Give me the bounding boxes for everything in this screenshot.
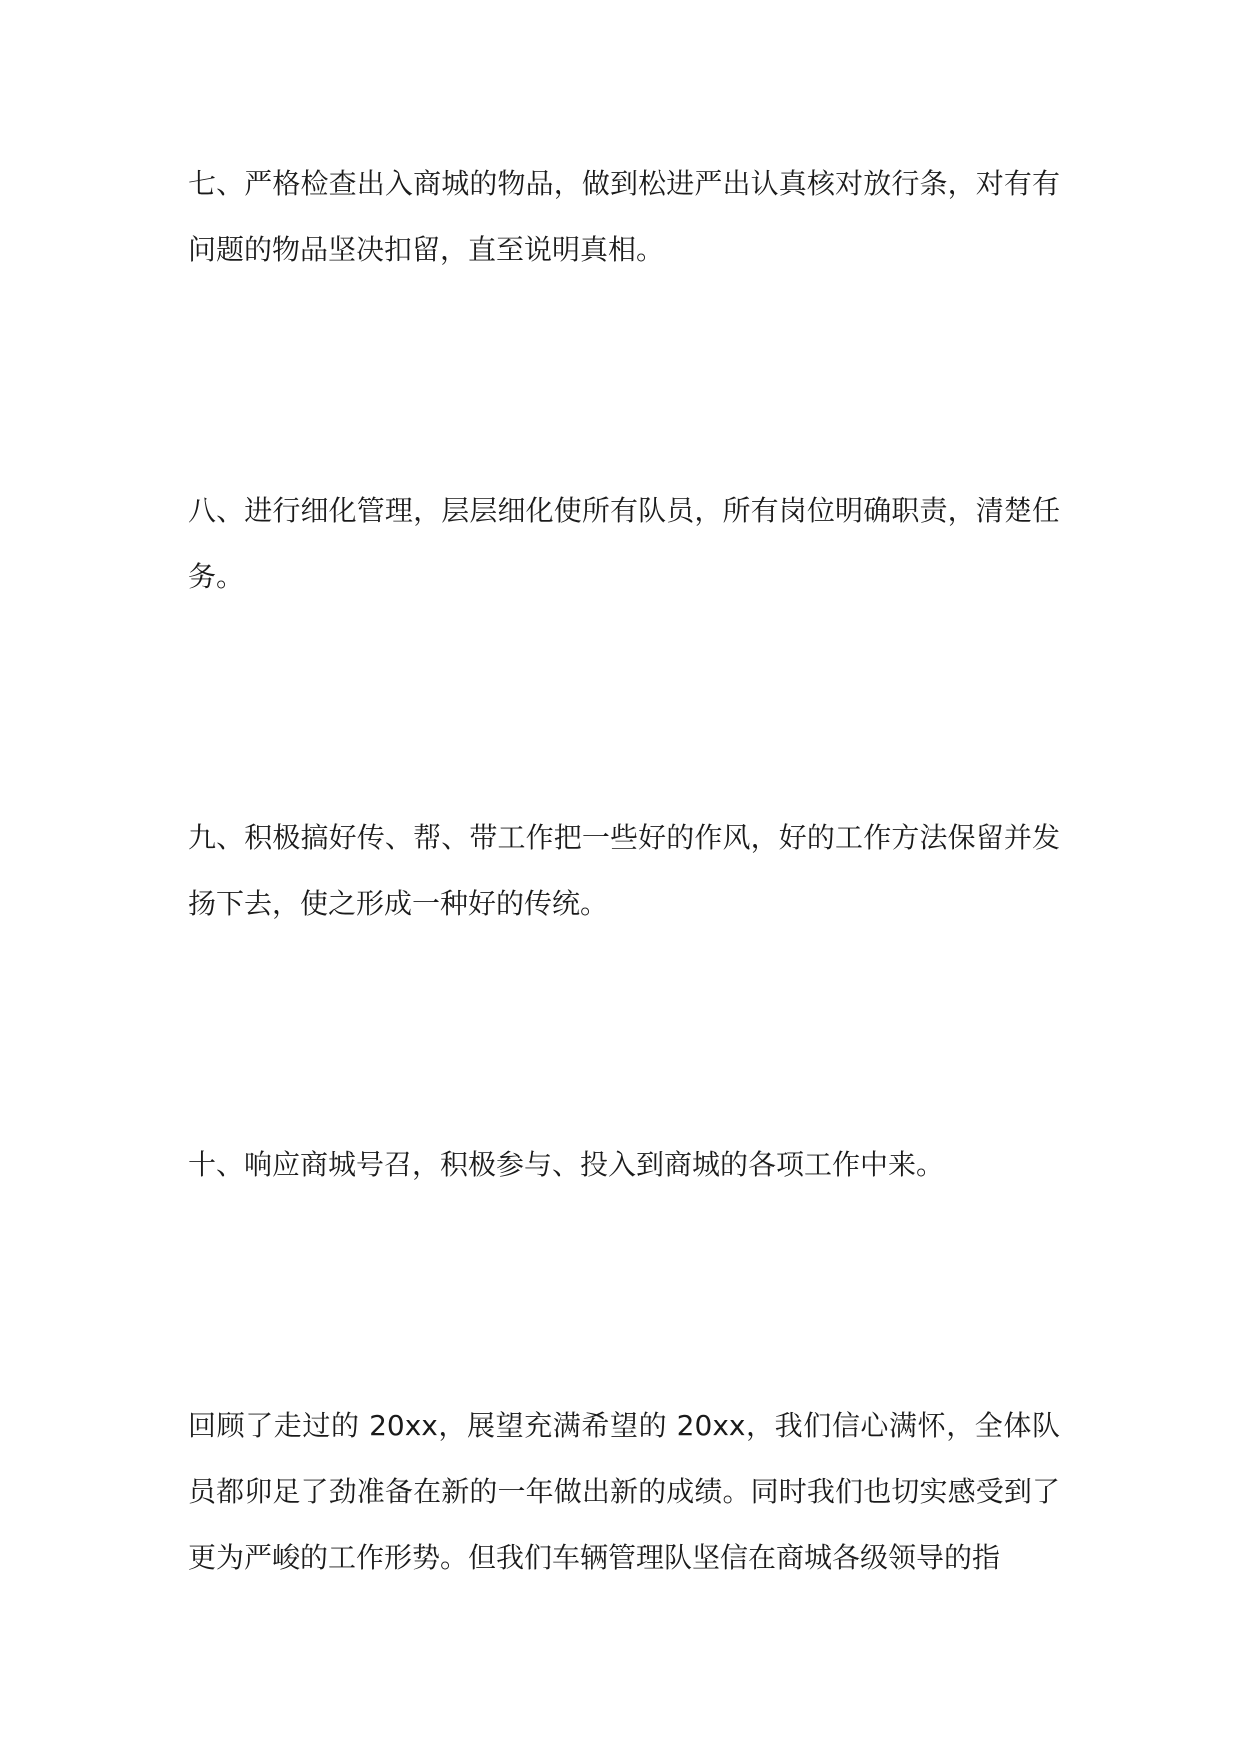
paragraph-item-10: 十、响应商城号召，积极参与、投入到商城的各项工作中来。: [188, 1148, 945, 1181]
paragraph-item-7: 七、严格检查出入商城的物品，做到松进严出认真核对放行条，对有有问题的物品坚决扣留，直至说明真相。: [188, 167, 1060, 266]
paragraph-review: 回顾了走过的 20xx，展望充满希望的 20xx，我们信心满怀，全体队员都卯足了劲准备在新的一年做出新的成绩。同时我们也切实感受到了更为严峻的工作形势。但我们车辆管理队坚信在商城各级领导的指: [188, 1409, 1060, 1574]
paragraph-item-8: 八、进行细化管理，层层细化使所有队员，所有岗位明确职责，清楚任务。: [188, 494, 1060, 593]
paragraph-item-9: 九、积极搞好传、帮、带工作把一些好的作风，好的工作方法保留并发扬下去，使之形成一种好的传统。: [188, 821, 1060, 920]
